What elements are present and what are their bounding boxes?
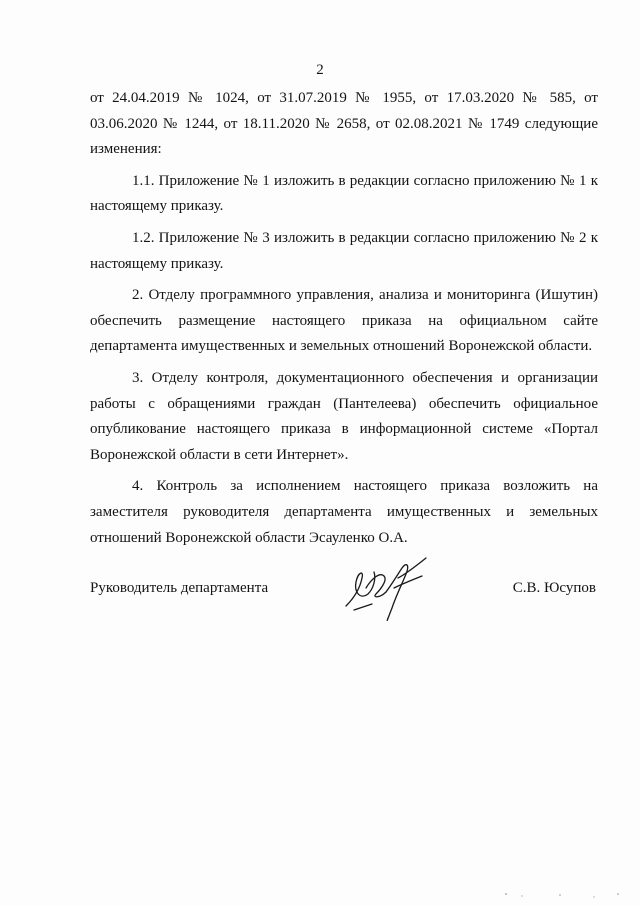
paragraph-item-1-2: 1.2. Приложение № 3 изложить в редакции согласно приложению № 2 к настоящему приказу. [90,229,598,272]
paragraph-item-3: 3. Отделу контроля, документационного обеспечения и организации работы с обращениями граждан (Пантелеева) обеспечить официальное опубликование настоящего приказа в информационной системе «Портал Воронежской области в сети Интернет». [90,369,598,463]
signatory-position: Руководитель департамента [90,580,269,596]
page-number: 2 [316,62,324,78]
paragraph-amendments-intro: от 24.04.2019 № 1024, от 31.07.2019 № 1955, от 17.03.2020 № 585, от 03.06.2020 № 1244, от 18.11.2020 № 2658, от 02.08.2021 № 1749 следующие изменения: [90,90,598,158]
signatory-name: С.В. Юсупов [512,580,596,596]
paragraph-item-4: 4. Контроль за исполнением настоящего приказа возложить на заместителя руководителя департамента имущественных и земельных отношений Воронежской области Эсауленко О.А. [90,478,598,546]
paragraph-item-2: 2. Отделу программного управления, анализа и мониторинга (Ишутин) обеспечить размещение настоящего приказа на официальном сайте департамента имущественных и земельных отношений Воронежской области. [90,287,598,355]
paragraph-item-1-1: 1.1. Приложение № 1 изложить в редакции согласно приложению № 1 к настоящему приказу. [90,172,598,215]
handwritten-signature [336,548,436,630]
scan-specks [500,885,630,901]
body-text [90,86,598,551]
